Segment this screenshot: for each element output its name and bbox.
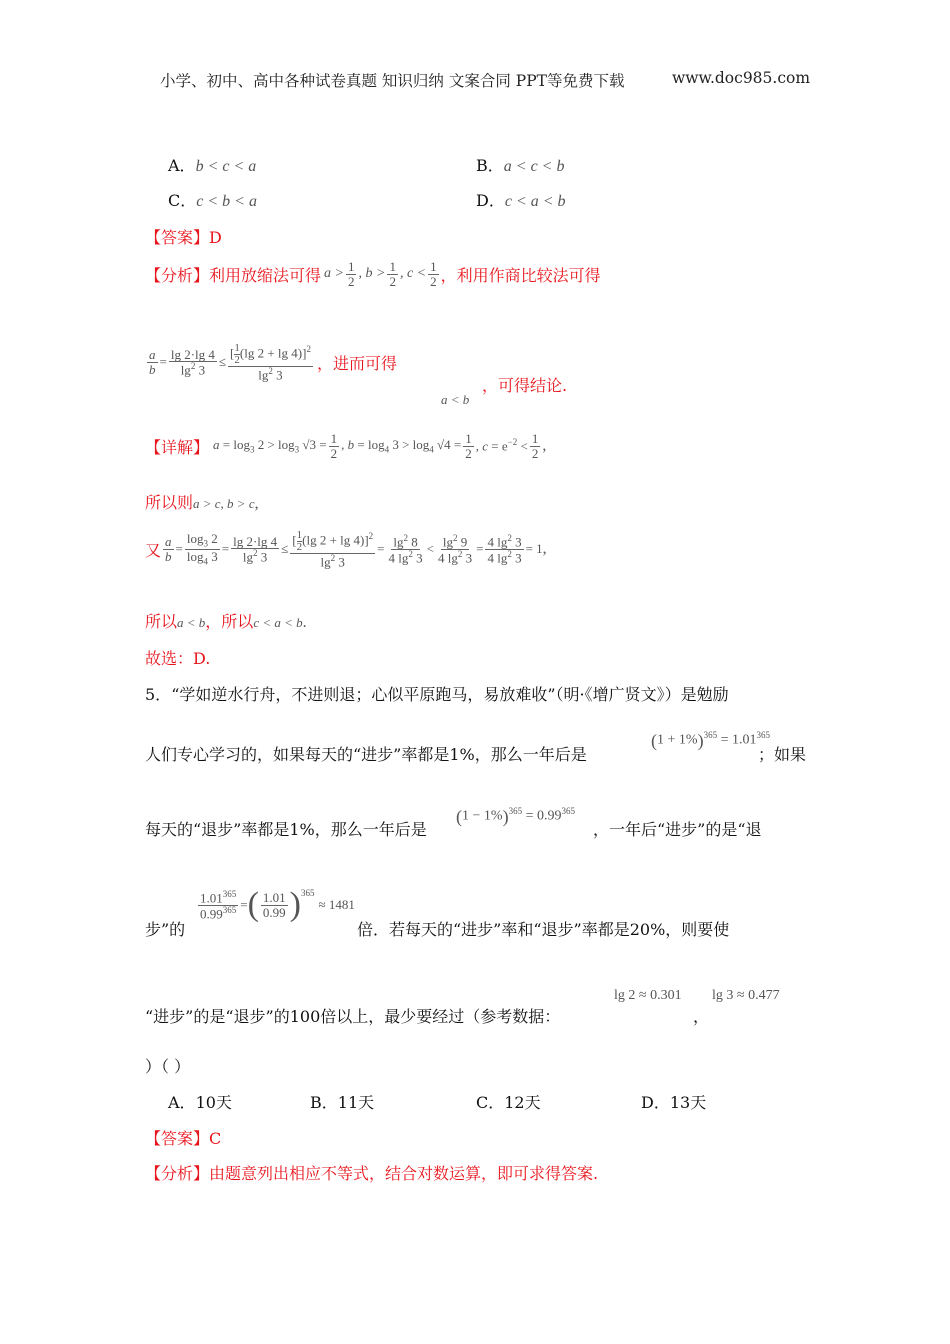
header-url[interactable]: www.doc985.com [672,69,811,87]
q4-also-formula: 又 $\frac{a}{b}$ = $\frac{\log_3 2}{\log_4 3}$ = $\frac{\lg 2\cdot\lg 4}{\lg^2 3}$ ≤ [ $\frac{1}{2}$ (lg 2 + lg 4)]$^2$ $\lg^2 3$ = $\frac{\lg^2 8}{4 \lg^2 3}$ < $\frac{\lg^2 9}{4 \lg^2 3}$ = $\frac{4 \lg^2 3}{4 \lg^2 3}$ = 1 , [145,529,547,570]
q5-line-1: 5．“学如逆水行舟，不进则退；心似平原跑马，易放难收”（明·《增广贤文》）是勉励 [145,685,729,704]
q5-line-3: 每天的“退步”率都是1%，那么一年后是 [145,820,427,839]
header-text: 小学、初中、高中各种试卷真题 知识归纳 文案合同 PPT等免费下载 [160,72,625,90]
q5-analysis: 【分析】由题意列出相应不等式，结合对数运算，即可求得答案. [145,1164,599,1183]
q5-answer: 【答案】C [145,1129,222,1148]
q5-option-b: B．11天 [310,1093,375,1112]
q4-analysis: 【分析】 利用放缩法可得 a > $\frac{1}{2}$ , b > $\frac{1}{2}$ , c < $\frac{1}{2}$ ，利用作商比较法可得 [145,259,601,289]
q4-choose: 故选：D. [145,649,211,668]
q5-line-4: 步”的 [145,920,186,939]
q4-a-lt-b: a < b [441,392,470,407]
q5-option-a: A．10天 [168,1093,232,1112]
q4-option-d: D．c < a < b [476,191,566,210]
q5-formula-ratio: $\frac{1.01^{365}}{0.99^{365}}$ = ( $\frac{1.01}{0.99}$ ) 365 ≈ 1481 [200,886,355,923]
q5-formula-progress: $(1 + 1\%)^{365} = 1.01^{365}$ [651,730,770,751]
q5-line-3-end: ，一年后“进步”的是“退 [593,820,762,839]
q4-therefore-2: 所以a < b，所以c < a < b. [145,612,307,631]
q5-formula-regress: $(1 - 1\%)^{365} = 0.99^{365}$ [456,806,575,827]
q5-line-2-end: ；如果 [758,745,807,764]
q5-line-4-end: 倍．若每天的“进步”率和“退步”率都是20%，则要使 [357,920,730,939]
q5-line-2: 人们专心学习的，如果每天的“进步”率都是1%，那么一年后是 [145,745,587,764]
q4-answer: 【答案】D [145,228,222,247]
q4-option-c: C．c < b < a [168,191,257,210]
q4-detail: 【详解】 $a = \log_3 2 > \log_3 √3$ = $\frac{1}{2}$ , $b = \log_4 3 > \log_4 √4$ = $\frac{1}{2}$ , $c = e^{-2}$ < $\frac{1}{2}$ , [145,431,547,461]
q5-option-c: C．12天 [476,1093,541,1112]
q4-therefore-1: 所以则a > c, b > c, [145,493,259,512]
q5-ref-lg3: lg 3 ≈ 0.477 [712,988,780,1003]
q5-line-6: ）（ ） [145,1057,191,1076]
q4-option-a: A．b < c < a [168,156,257,175]
q4-analysis-conclusion: ，可得结论. [482,376,568,395]
q5-ref-lg2: lg 2 ≈ 0.301 [614,988,682,1003]
q4-analysis-formula: $\frac{a}{b}$ = $\frac{\lg 2\cdot\lg 4}{\lg^2 3}$ ≤ [ $\frac{1}{2}$ (lg 2 + lg 4)]$^2$ $\lg^2 3$ ，进而可得 [149,342,397,383]
page-header [160,69,624,91]
q5-ref-comma: ， [693,1007,710,1026]
q4-option-b: B．a < c < b [476,156,565,175]
q5-line-5: “进步”的是“退步”的100倍以上，最少要经过（参考数据： [145,1007,561,1026]
q5-option-d: D．13天 [641,1093,707,1112]
